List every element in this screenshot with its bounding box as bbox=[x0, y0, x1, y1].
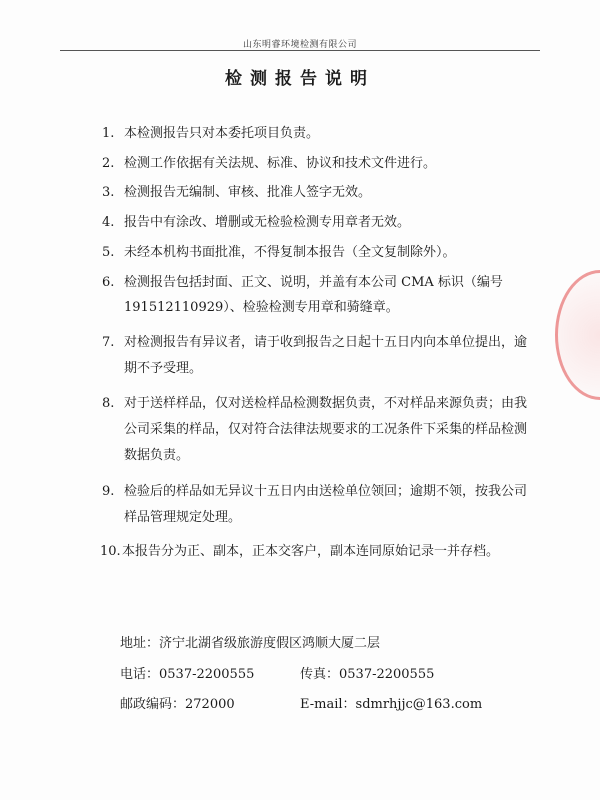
item-text-continued: 公司采集的样品，仅对符合法律法规要求的工况条件下采集的样品检测 bbox=[124, 422, 528, 437]
item-number: 5. bbox=[102, 245, 115, 260]
item-text: 未经本机构书面批准，不得复制本报告（全文复制除外）。 bbox=[124, 245, 456, 260]
page-title: 检测报告说明 bbox=[225, 69, 375, 89]
list-item bbox=[102, 181, 542, 204]
item-text-continued: 数据负责。 bbox=[124, 448, 190, 463]
item-number: 3. bbox=[102, 185, 115, 200]
item-text: 检验后的样品如无异议十五日内由送检单位领回；逾期不领，按我公司 bbox=[124, 484, 528, 499]
item-text: 本报告分为正、副本，正本交客户，副本连同原始记录一并存档。 bbox=[122, 544, 500, 559]
item-number: 7. bbox=[102, 335, 115, 350]
company-header: 山东明睿环境检测有限公司 bbox=[242, 40, 357, 50]
list-item bbox=[102, 122, 542, 145]
item-text-continued: 样品管理规定处理。 bbox=[124, 510, 242, 525]
item-text: 对检测报告有异议者，请于收到报告之日起十五日内向本单位提出，逾 bbox=[124, 335, 528, 350]
item-text: 报告中有涂改、增删或无检验检测专用章者无效。 bbox=[124, 215, 411, 230]
item-text: 本检测报告只对本委托项目负责。 bbox=[124, 126, 320, 141]
list-item bbox=[102, 331, 542, 354]
header-divider bbox=[60, 50, 540, 51]
item-text: 检测报告包括封面、正文、说明，并盖有本公司 CMA 标识（编号 bbox=[124, 275, 503, 290]
footer-email: E-mail：sdmrhjjc@163.com bbox=[300, 697, 483, 712]
item-text: 检测报告无编制、审核、批准人签字无效。 bbox=[124, 185, 372, 200]
footer-postcode: 邮政编码：272000 bbox=[120, 697, 235, 712]
item-number: 10. bbox=[100, 544, 121, 559]
item-text-continued: 期不予受理。 bbox=[124, 361, 203, 376]
list-item bbox=[102, 152, 542, 175]
item-number: 4. bbox=[102, 215, 115, 230]
seam-stamp-seal bbox=[555, 270, 600, 400]
item-number: 2. bbox=[102, 156, 115, 171]
list-item bbox=[102, 211, 542, 234]
list-item bbox=[100, 540, 540, 563]
item-number: 9. bbox=[102, 484, 115, 499]
item-number: 6. bbox=[102, 275, 115, 290]
footer-phone: 电话：0537-2200555 bbox=[120, 667, 255, 682]
item-number: 1. bbox=[102, 126, 115, 141]
item-text: 检测工作依据有关法规、标准、协议和技术文件进行。 bbox=[124, 156, 437, 171]
list-item bbox=[102, 271, 542, 294]
footer-fax: 传真：0537-2200555 bbox=[300, 667, 435, 682]
list-item bbox=[102, 480, 542, 503]
item-text-continued: 191512110929）、检验检测专用章和骑缝章。 bbox=[124, 300, 399, 315]
item-number: 8. bbox=[102, 396, 115, 411]
footer-address: 地址：济宁北湖省级旅游度假区鸿顺大厦二层 bbox=[120, 636, 381, 651]
item-text: 对于送样样品，仅对送检样品检测数据负责，不对样品来源负责；由我 bbox=[124, 396, 528, 411]
list-item bbox=[102, 392, 542, 415]
list-item bbox=[102, 241, 542, 264]
